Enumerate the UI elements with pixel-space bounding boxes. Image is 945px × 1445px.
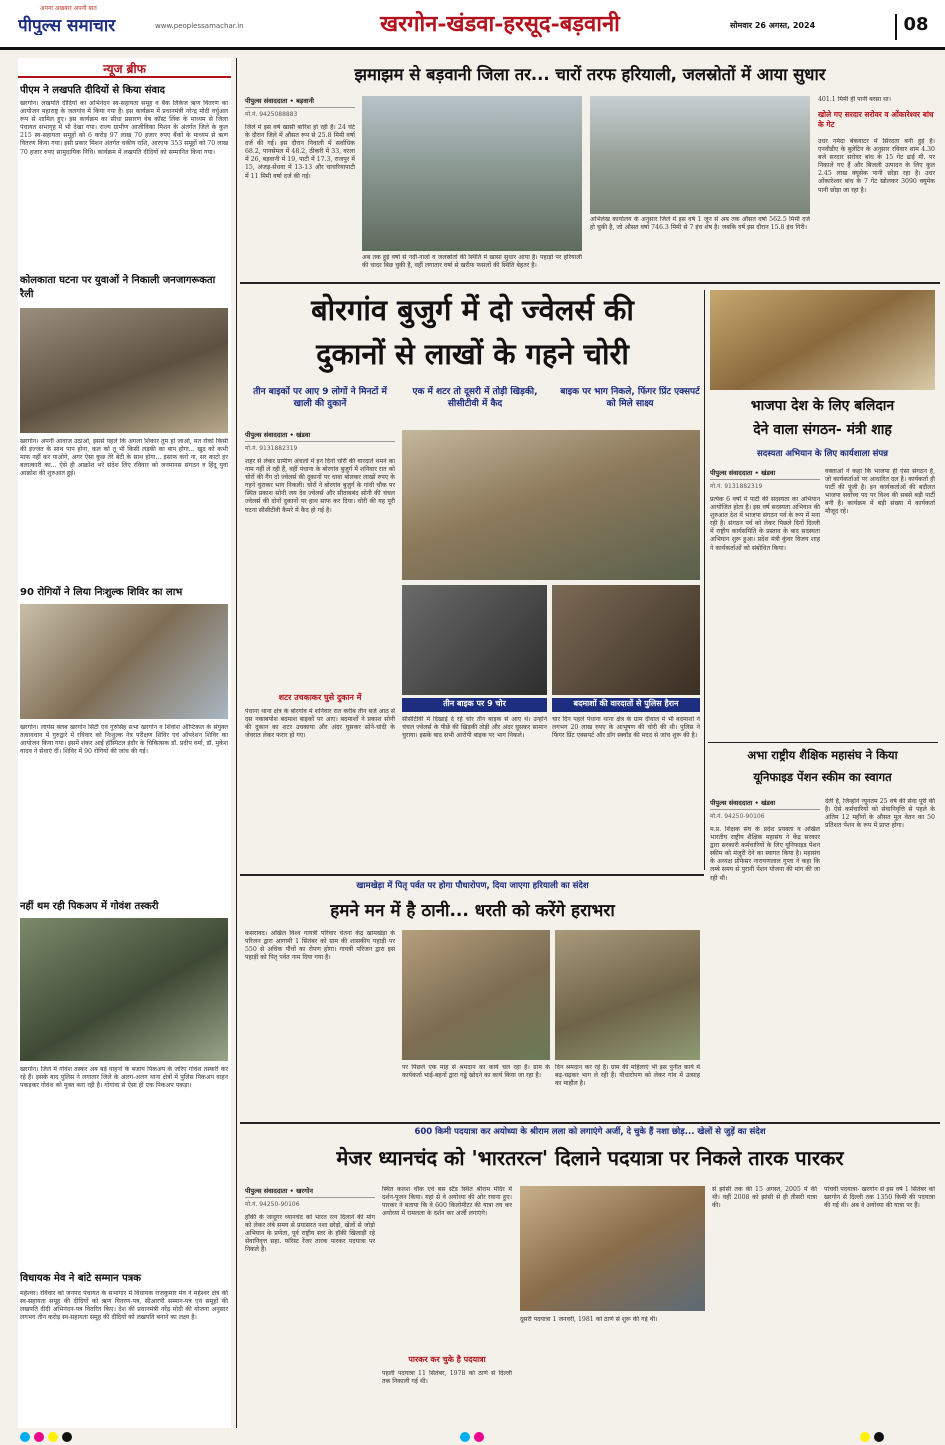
brief-headline: विधायक मेव ने बांटे सम्मान पत्रक	[20, 1273, 141, 1284]
bjp-col1: प्रत्येक 6 वर्षों में पार्टी की सदस्यता का अभियान आयोजित होता है। इस वर्ष सदस्यता अभियान की शुरुआत देश में भाजपा संगठन पर्व के रूप में मना रही है। संगठन पर्व को लेकर पिछले दिनों दिल्ली में राष्ट्रीय कार्यसमिति के प्रस्ताव के बाद सदस्यता अभियान शुरू हुआ। प्रदेश मंत्री कुंवर विजय शाह ने कार्यकर्ताओं को संबोधित किया।	[710, 496, 820, 552]
website-link[interactable]: www.peoplessamachar.in	[155, 22, 244, 30]
pension-byline: पीपुल्स संवाददाता • खंडवा	[710, 798, 820, 810]
bjp-byline: पीपुल्स संवाददाता • खंडवा	[710, 468, 820, 480]
lead-byline: पीपुल्स संवाददाता • बड़वानी	[245, 96, 355, 108]
byline-location: बड़वानी	[296, 97, 314, 105]
brief-body: खरगोन। लखपति दीदियों का अभिनंदन स्व-सहायता समूह व बैंक लिंकेज ऋण वितरण का आयोजन महाराष्ट्र के जलगांव में किया गया है। इस कार्यक्रम में प्रधानमंत्री नरेन्द्र मोदी वर्चुअल रूप से शामिल हुए। इस कार्यक्रम का सीधा प्रसारण वेब कॉस्ट लिंक के माध्यम से जिला पंचायत सभागृह में भी देखा गया। राज्य ग्रामीण आजीविका मिशन के अंतर्गत जिले के कुल 215 स्व-सहायता समूहों को 6 करोड़ 97 लाख 70 हजार रुपए बैंकों के माध्यम से ऋण वितरण किया गया। इसी प्रकार मिशन अंतर्गत चकीय राशि, आरएफ 353 समूहों को 70 लाख 70 हजार रुपए सामुदायिक निधि। कार्यक्रम में लखपति दीदियों को सम्मानित किया गया।	[20, 100, 228, 156]
print-registration-bar	[0, 1430, 945, 1445]
news-brief-header: न्यूज ब्रीफ	[18, 60, 231, 78]
pension-col2: देती है, जिन्होंने न्यूनतम 25 वर्ष की सेवा पूरी की है। ऐसे कर्मचारियों को सेवानिवृत्ति से पहले के अंतिम 12 महीनों के औसत मूल वेतन का 50 प्रतिशत पेंशन के रूप में प्राप्त होगा।	[825, 798, 935, 830]
jewelry-subhead: शटर उचकाकर घुसे दुकान में	[278, 693, 362, 702]
health-camp-photo	[20, 604, 228, 719]
byline-location: खंडवा	[761, 469, 776, 477]
brief-body: खरगोन। लायंस क्लब खरगोन सिटी एवं गुरुसिंह सभा खरगोन व शिवांश ऑप्टिकल के संयुक्त तत्वावधान में गुरुद्वारे में रविवार को निःशुल्क नेत्र परीक्षण शिविर एवं ऑपरेशन शिविर का आयोजन किया गया। इसमें शंकर आई हॉस्पिटल इंदौर के चिकित्सक डॉ. प्रदीप वर्मा, डॉ. मुकेश यादव ने सेवाएं दीं। शिविर में 90 रोगियों की जांच की गई।	[20, 724, 228, 756]
padyatra-byline: पीपुल्स संवाददाता • खरगोन	[245, 1186, 375, 1198]
jewelry-body3: सीसीटीवी में दिखाई दे रहे चोर तीन बाइक से आए थे। उन्होंने चंचल ज्वेलर्स के पीछे की खिड़की तोड़ी और अंदर घुसकर सामान चुराया। इसके बाद सभी आरोपी बाइक पर भाग निकले।	[402, 716, 547, 740]
lead-col4: 401.1 मिमी ही पानी बरसा था।	[818, 96, 891, 103]
pension-mobile: मो.नं. 94250-90106	[710, 813, 765, 820]
bjp-mobile: मो.नं. 9131882319	[710, 483, 763, 490]
cctv-still-2	[552, 585, 700, 695]
cctv-caption-2: बदमाशों की वारदातों से पुलिस हैरान	[552, 698, 700, 712]
byline-location: खंडवा	[296, 431, 311, 439]
brief-headline: नहीं थम रही पिकअप में गोवंश तस्करी	[20, 901, 159, 912]
padyatra-headline: मेजर ध्यानचंद को 'भारतरत्न' दिलाने पदयात्रा पर निकले तारक पारकर	[336, 1146, 844, 1170]
section-divider	[708, 742, 938, 743]
byline-name: पीपुल्स संवाददाता	[710, 799, 753, 807]
jewelry-deck-1: तीन बाइकों पर आए 9 लोगों ने मिनटों में खाली की दुकानें	[253, 387, 387, 409]
brief-headline: कोलकाता घटना पर युवाओं ने निकाली जनजागरूकता रैली	[20, 275, 216, 300]
tree-headline: हमने मन में है ठानी... धरती को करेंगे हराभरा	[330, 901, 615, 921]
padyatra-subhead: पारकर कर चुके है पदयात्रा	[408, 1355, 486, 1364]
jewelry-deck-3: बाइक पर भाग निकले, फिंगर प्रिंट एक्सपर्ट को मिले साक्ष्य	[560, 387, 700, 409]
padyatra-col5: पांचवीं पदयात्रा- खरगोन से इस वर्ष 1 सितंबर को खरगोन से दिल्ली तक 1350 किमी की पदयात्रा की गई थी। अब वे अयोध्या की यात्रा पर हैं।	[824, 1186, 935, 1210]
pickup-seizure-photo	[20, 918, 228, 1061]
column-divider	[704, 290, 705, 870]
lead-col2: अब तक हुई वर्षा से नदी-नालों व जलस्रोतों की स्थिति में खासा सुधार आया है। पहाड़ों पर हरियाली की चादर बिछ चुकी है, वहीं लगातार वर्षा से खरीफ फसलों की स्थिति बेहतर है।	[362, 254, 582, 270]
padyatra-kicker: 600 किमी पदयात्रा कर अयोध्या के श्रीराम लला को लगाएंगे अर्जी, दे चुके हैं नशा छोड़... खेलों से जुड़ें का संदेश	[414, 1127, 766, 1137]
section-divider	[240, 1122, 940, 1124]
jewelry-shop-photo	[402, 430, 700, 580]
jewelry-headline-1: बोरगांव बुजुर्ग में दो ज्वेलर्स की	[311, 293, 634, 327]
river-overflow-photo	[590, 96, 810, 214]
tree-planting-photo-2	[555, 930, 700, 1060]
tree-col2: पर पिछले एक माह से श्रमदान का कार्य चल रहा है। ग्राम के कार्यकर्ता भाई-बहनों द्वारा गड्ढे खोदने का कार्य किया जा रहा है।	[402, 1064, 550, 1080]
tree-col1: कसरावद। अखिल विश्व गायत्री परिवार चेतना केंद्र खामखेड़ा के परिजन द्वारा आगामी 1 सितंबर को ग्राम की शासकीय पहाड़ी पर 550 से अधिक पौधों का रोपण होगा। गायत्री परिजन द्वारा इस पहाड़ी को पितृ पर्वत नाम दिया गया है।	[245, 930, 395, 962]
tree-planting-photo-1	[402, 930, 550, 1060]
jewelry-body2: पंधाना थाना क्षेत्र के बोरगांव में शनिवार रात करीब तीन बजे आठ से दस नकाबपोश बदमाश बाइकों पर आए। बदमाशों ने प्रकाश सोनी की दुकान का शटर उचकाया और अंदर घुसकर सोने-चांदी के जेवरात लेकर फरार हो गए।	[245, 708, 395, 740]
jewelry-headline-2: दुकानों से लाखों के गहने चोरी	[316, 337, 629, 371]
section-divider	[240, 874, 704, 876]
padyatra-col2: स्थित कलश चौक एवं बस स्टैंड स्थित श्रीराम मंदिर में दर्शन-पूजन किया। यहां से वे अयोध्या की ओर रवाना हुए। पारकर ने बताया कि वे 600 किलोमीटर की यात्रा तय कर अयोध्या में रामलला के दर्शन कर अर्जी लगाएंगे।	[382, 1186, 512, 1218]
brief-body: खरगोन। जिले में गोवंश तस्कर अब बड़े वाहनों के बजाय पिकअप के जरिए गोवंश तस्करी कर रहे हैं। इसके बाद पुलिस ने लगातार जिले के अलग-अलग थाना क्षेत्रों में पुलिस पिकअप वाहन पकड़कर गोवंश को मुक्त करा रही है। गोगांवा से ऐसा ही एक पिकअप पकड़ा।	[20, 1066, 228, 1090]
news-brief-column	[18, 58, 231, 1428]
page-date: सोमवार 26 अगस्त, 2024	[730, 21, 816, 30]
rally-photo	[20, 308, 228, 433]
padyatra-group-photo	[520, 1186, 705, 1311]
registration-mark-icon	[860, 1432, 870, 1442]
lead-headline: झमाझम से बड़वानी जिला तर... चारों तरफ हरियाली, जलस्रोतों में आया सुधार	[354, 65, 826, 84]
pension-headline-2: यूनिफाइड पेंशन स्कीम का स्वागत	[753, 770, 892, 784]
bjp-headline-2: देने वाला संगठन- मंत्री शाह	[753, 422, 892, 438]
registration-mark-icon	[460, 1432, 470, 1442]
bjp-headline-1: भाजपा देश के लिए बलिदान	[750, 398, 895, 414]
brief-headline: पीएम ने लखपति दीदियों से किया संवाद	[20, 85, 165, 96]
bjp-workshop-photo	[710, 290, 935, 390]
padyatra-col3: दूसरी पदयात्रा 1 जनवरी, 1981 को ठाणे से शुरू की गई थी।	[520, 1316, 658, 1323]
column-divider	[236, 58, 237, 1428]
pension-col1: म.प्र. शिक्षक संघ के प्रदेश प्रवक्ता व अखिल भारतीय राष्ट्रीय शैक्षिक महासंघ ने केंद्र सरकार द्वारा सरकारी कर्मचारियों के लिए यूनिफाइड पेंशन स्कीम को मंजूरी देने का स्वागत किया है। महासंघ के अध्यक्ष प्रोफेसर नारायणलाल गुप्ता ने कहा कि लम्बे समय से पुरानी पेंशन योजना की मांग की जा रही थी।	[710, 826, 820, 882]
tree-col3: दिन श्रमदान कर रहे हैं। ग्राम की महिलाएं भी इस पुनीत कार्य में बढ़-चढ़कर भाग ले रही हैं। पौधारोपण को लेकर गांव में उत्साह का माहौल है।	[555, 1064, 700, 1088]
lead-col3: अभिलेख कार्यालय के अनुसार जिले में इस वर्ष 1 जून से अब तक औसत वर्षा 562.5 मिमी दर्ज हो चुकी है, जो औसत वर्षा 746.3 मिमी से 7 इंच शेष है। जबकि वर्ष इस दौरान 15.8 इंच गिरी।	[590, 216, 810, 232]
padyatra-mobile: मो.नं. 94250-90106	[245, 1201, 300, 1208]
byline-location: खरगोन	[296, 1187, 314, 1195]
jewelry-mobile: मो.नं. 9131882319	[245, 445, 298, 452]
registration-mark-icon	[474, 1432, 484, 1442]
pension-headline-1: अभा राष्ट्रीय शैक्षिक महासंघ ने किया	[747, 748, 898, 762]
registration-mark-icon	[874, 1432, 884, 1442]
brief-headline: 90 रोगियों ने लिया निःशुल्क शिविर का लाभ	[20, 587, 183, 598]
lead-col4b: उधर नर्मदा बेकवाटर में सिरदता बनी हुई है। एनवीडीए के बुलेटिन के अनुसार रविवार शाम 4.30 बजे सरदार सरोवर बांध के 15 गेट ढाई मी. पर निकाले गए हैं और बिजली उत्पादन के लिए कुल 2.45 लाख क्यूसेक पानी छोड़ा रहा है। उधर ओंकारेश्वर बांध के 7 गेट खोलकर 3090 क्यूमेक पानी छोड़ा जा रहा है।	[818, 138, 935, 194]
byline-name: पीपुल्स संवाददाता	[245, 97, 288, 105]
page-number: 08	[895, 14, 935, 40]
dam-gates-subhead: खोले गए सरदार सरोवर व ओंकारेश्वर बांध के गेट	[818, 110, 934, 129]
tree-kicker: खामखेड़ा में पितृ पर्वत पर होगा पौधारोपण, दिया जाएगा हरियाली का संदेश	[356, 881, 589, 891]
lead-mobile: मो.नं. 9425088883	[245, 111, 298, 118]
byline-name: पीपुल्स संवाददाता	[710, 469, 753, 477]
registration-mark-icon	[48, 1432, 58, 1442]
brief-body: महेश्वर। रविवार को जनपद पंचायत के सभागार में विधायक राजकुमार मेव ने महेश्वर क्षेत्र की स्व-सहायता समूह की दीदियों को ऋण वितरण-पत्र, सीआरपी सम्मान-पत्र एवं समूहों की लखपति दीदी अभिनंदन-पत्र वितरित किए। देश की प्रधानमंत्री नरेंद्र मोदी की योजना अनुसार लगभग तीन करोड़ स्व-सहायता समूह की दीदियों को लखपति बनाने का लक्ष्य है।	[20, 1290, 228, 1322]
cctv-still-1	[402, 585, 547, 695]
padyatra-col2b: पहली पदयात्रा 11 सितंबर, 1978 को ठाणे से दिल्ली तक निकाली गई थी।	[382, 1370, 512, 1386]
logo: पीपुल्स समाचार	[18, 16, 116, 35]
jewelry-body: शहर से लेकर ग्रामीण अंचलों में इन दिनों चोरी की वारदातें थमने का नाम नहीं ले रही हैं, वहीं पंधाना के बोरगांव बुजुर्ग में शनिवार रात को चोरों की गैंग दो ज्वेलर्स की दुकानों पर धावा बोलकर लाखों रुपए के गहने चुराकर भाग निकली। चोरों ने बोरगांव बुजुर्ग के गांधी चौक पर स्थित प्रकाश सोनी जय देव ज्वेलर्स और सीताबबंद सोनी की चंचल ज्वेलर्स की दोनों दुकानों पर हाथ साफ कर दिया। चोरी की यह पूरी घटना सीसीटीवी कैमरे में कैद हो गई है।	[245, 458, 395, 514]
byline-name: पीपुल्स संवाददाता	[245, 431, 288, 439]
registration-mark-icon	[20, 1432, 30, 1442]
registration-mark-icon	[62, 1432, 72, 1442]
lead-col1: जिले में इस वर्ष खासी बारिश हो रही है। 24 घंटे के दौरान जिले में औसत रूप से 25.8 मिमी वर्षा दर्ज की गई। इस दौरान निवाली में सर्वाधिक 68.2, पानसेमल में 48.2, ठीकरी में 33, वरला में 26, बड़वानी में 19, पाटी में 17.3, राजपुर में 15, अंजड़-सेंधवा में 13-13 और चाचरियापाटी में 11 मिमी वर्षा दर्ज की गई।	[245, 124, 355, 180]
padyatra-col4: से झांसी तक की 15 अगस्त, 2005 में की थी। वहीं 2008 को झांसी से ही तीसरी यात्रा की।	[712, 1186, 817, 1210]
jewelry-deck-2: एक में शटर तो दूसरी में तोड़ी खिड़की, सीसीटीवी में कैद	[412, 387, 538, 409]
padyatra-col1: हॉकी के जादूगर ध्यानचंद को भारत रत्न दिलाने की मांग को लेकर लंबे समय से प्रयासरत नशा छोड़ो, खेलों से जोड़ो अभियान के प्रणेता, पूर्व राष्ट्रीय स्तर के हॉकी खिलाड़ी रहे सेवानिवृत्त सहा. फॉरेस्ट रेंजर तारक पारकर पदयात्रा पर निकले हैं।	[245, 1214, 375, 1254]
jewelry-body4: चार दिन पहले पंधाना थाना क्षेत्र के ग्राम दीवाल में भी बदमाशों ने लगभग 20 लाख रुपए के आभूषण की चोरी की थी। पुलिस ने फिंगर प्रिंट एक्सपर्ट और डॉग स्क्वॉड की मदद से जांच शुरू की है।	[552, 716, 700, 740]
bjp-col2: वक्ताओं ने कहा कि भाजपा ही ऐसा संगठन है, जो कार्यकर्ताओं पर आधारित दल है। कार्यकर्ता ही पार्टी की पूंजी है। इन कार्यकर्ताओं की बदौलत भाजपा सर्वोच्च पद पर विश्व की सबसे बड़ी पार्टी बनी है। कार्यक्रम में बड़ी संख्या में कार्यकर्ता मौजूद रहे।	[825, 468, 935, 516]
bjp-deck: सदस्यता अभियान के लिए कार्यशाला संपन्न	[756, 449, 889, 459]
section-divider	[240, 282, 940, 284]
edition-title: खरगोन-खंडवा-हरसूद-बड़वानी	[380, 11, 620, 37]
registration-mark-icon	[34, 1432, 44, 1442]
cctv-caption-1: तीन बाइक पर 9 चोर	[402, 698, 547, 712]
flooded-road-photo	[362, 96, 582, 251]
byline-name: पीपुल्स संवाददाता	[245, 1187, 288, 1195]
masthead	[0, 0, 945, 50]
tagline: अपना अखबार अपनी बात	[40, 5, 97, 12]
brief-body: खरगोन। अपनी आवाज उठाओ, इससे पहले कि अगला शिकार तुम हो जाओ, मत रोको किसी की इज्जत के साथ पाप होना, कल को तू भी किसी लड़की का बाप होगा... खुद को कभी माफ नहीं कर पाओगे, अगर ऐसा कुछ तेरे बेटी के साथ होगा... इंसाफ करो ना, सर काटो हर बलात्कारी का... ऐसे ही आक्रोश भरे संदेश लिए रविवार को जनमानस संगठन व हिंदू युवा आक्रोश की शुरुआत हुई।	[20, 438, 228, 478]
byline-location: खंडवा	[761, 799, 776, 807]
jewelry-byline: पीपुल्स संवाददाता • खंडवा	[245, 430, 395, 442]
